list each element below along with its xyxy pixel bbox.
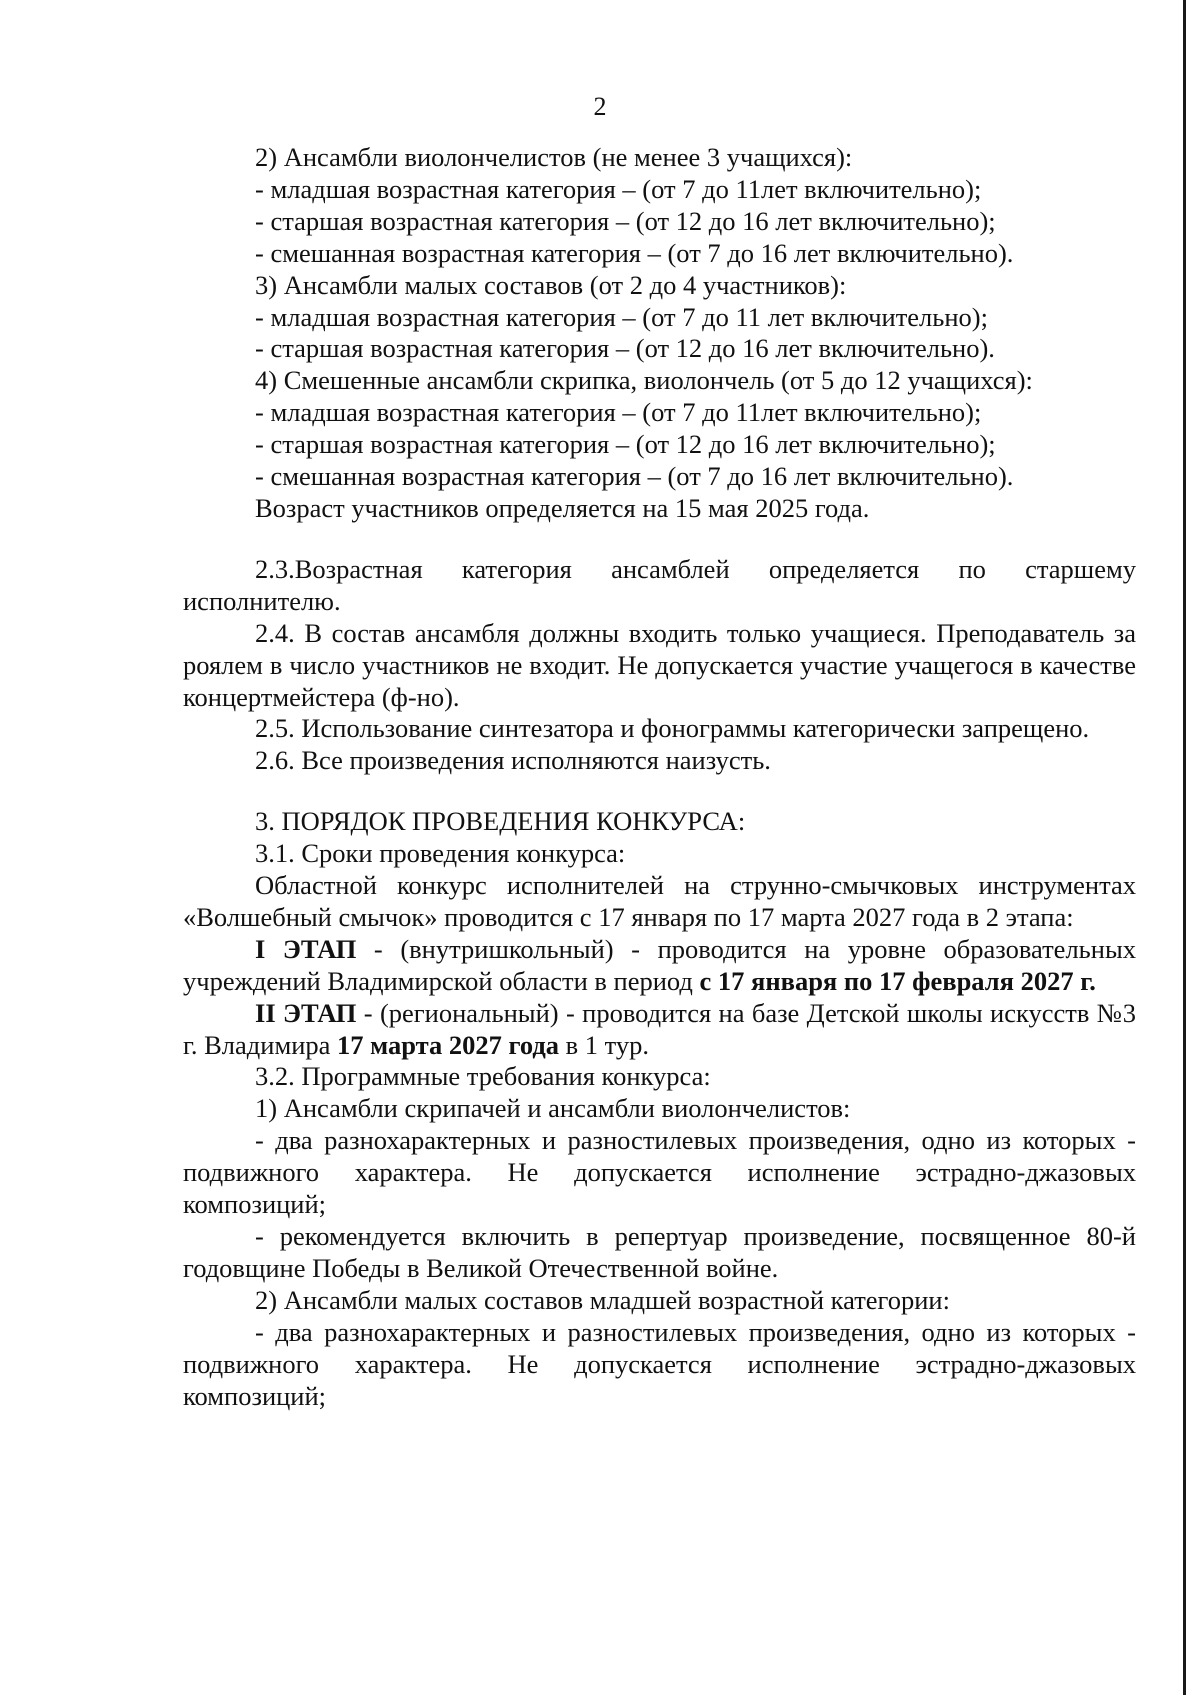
list-line: - старшая возрастная категория – (от 12 до 16 лет включительно).: [255, 333, 995, 364]
requirement-2-title: 2) Ансамбли малых составов младшей возрастной категории:: [255, 1284, 950, 1315]
stage-1-label: I ЭТАП: [255, 933, 357, 964]
list-line: - младшая возрастная категория – (от 7 до 11лет включительно);: [255, 173, 982, 204]
paragraph-2-4: 2.4. В состав ансамбля должны входить только учащиеся. Преподаватель за роялем в число участников не входит. Не допускается участие учащегося в качестве концертмейстера (ф-но).: [183, 617, 1136, 712]
scan-edge-line: [1183, 0, 1186, 1695]
spacer: [183, 525, 1136, 554]
list-line: - смешанная возрастная категория – (от 7 до 16 лет включительно).: [255, 237, 1014, 268]
paragraph-2-6: 2.6. Все произведения исполняются наизусть.: [255, 745, 771, 776]
list-line: - младшая возрастная категория – (от 7 до 11лет включительно);: [255, 397, 982, 428]
list-line: - смешанная возрастная категория – (от 7 до 16 лет включительно).: [255, 461, 1014, 492]
paragraph-3-1-text: Областной конкурс исполнителей на струнно-смычковых инструментах «Волшебный смычок» проводится с 17 января по 17 марта 2027 года в 2 этапа:: [183, 870, 1136, 932]
list-line: - старшая возрастная категория – (от 12 до 16 лет включительно);: [255, 205, 996, 236]
section-heading: 3. ПОРЯДОК ПРОВЕДЕНИЯ КОНКУРСА:: [255, 806, 746, 837]
paragraph-2-5: 2.5. Использование синтезатора и фонограммы категорически запрещено.: [255, 713, 1090, 744]
stage-2-paragraph: [183, 998, 1136, 1062]
stage-2-date: 17 марта 2027 года: [337, 1029, 560, 1060]
paragraph-2-3: 2.3.Возрастная категория ансамблей определяется по старшему исполнителю.: [183, 553, 1136, 616]
page-number: 2: [593, 92, 607, 121]
list-line: 4) Смешенные ансамбли скрипка, виолончель (от 5 до 12 учащихся):: [255, 365, 1033, 396]
document-body: [183, 142, 1136, 1412]
stage-2-text-end: в 1 тур.: [559, 1029, 650, 1060]
list-line: 3) Ансамбли малых составов (от 2 до 4 участников):: [255, 269, 847, 300]
requirement-1-item: - два разнохарактерных и разностилевых произведения, одно из которых - подвижного характера. Не допускается исполнение эстрадно-джазовых композиций;: [183, 1125, 1136, 1220]
spacer: [183, 777, 1136, 806]
stage-2-text: - (региональный) - проводится на базе Детской школы искусств №3 г. Владимира: [183, 997, 1137, 1060]
requirement-1-title: 1) Ансамбли скрипачей и ансамбли виолончелистов:: [255, 1093, 851, 1124]
stage-1-dates: с 17 января по 17 февраля 2027 г.: [699, 965, 1096, 996]
list-line: - старшая возрастная категория – (от 12 до 16 лет включительно);: [255, 429, 996, 460]
stage-1-text: - (внутришкольный) - проводится на уровне образовательных учреждений Владимирской области в период: [183, 933, 1136, 996]
paragraph-3-2-title: 3.2. Программные требования конкурса:: [255, 1061, 711, 1092]
paragraph-3-1-title: 3.1. Сроки проведения конкурса:: [255, 838, 626, 869]
requirement-1-item: - рекомендуется включить в репертуар произведение, посвященное 80-й годовщине Победы в Великой Отечественной войне.: [183, 1221, 1136, 1283]
list-line: - младшая возрастная категория – (от 7 до 11 лет включительно);: [255, 301, 988, 332]
stage-2-label: II ЭТАП: [255, 997, 357, 1028]
age-note: Возраст участников определяется на 15 мая 2025 года.: [255, 492, 870, 523]
requirement-2-item: - два разнохарактерных и разностилевых произведения, одно из которых - подвижного характера. Не допускается исполнение эстрадно-джазовых композиций;: [183, 1316, 1136, 1411]
stage-1-paragraph: [183, 934, 1136, 998]
list-line: 2) Ансамбли виолончелистов (не менее 3 учащихся):: [255, 142, 853, 172]
